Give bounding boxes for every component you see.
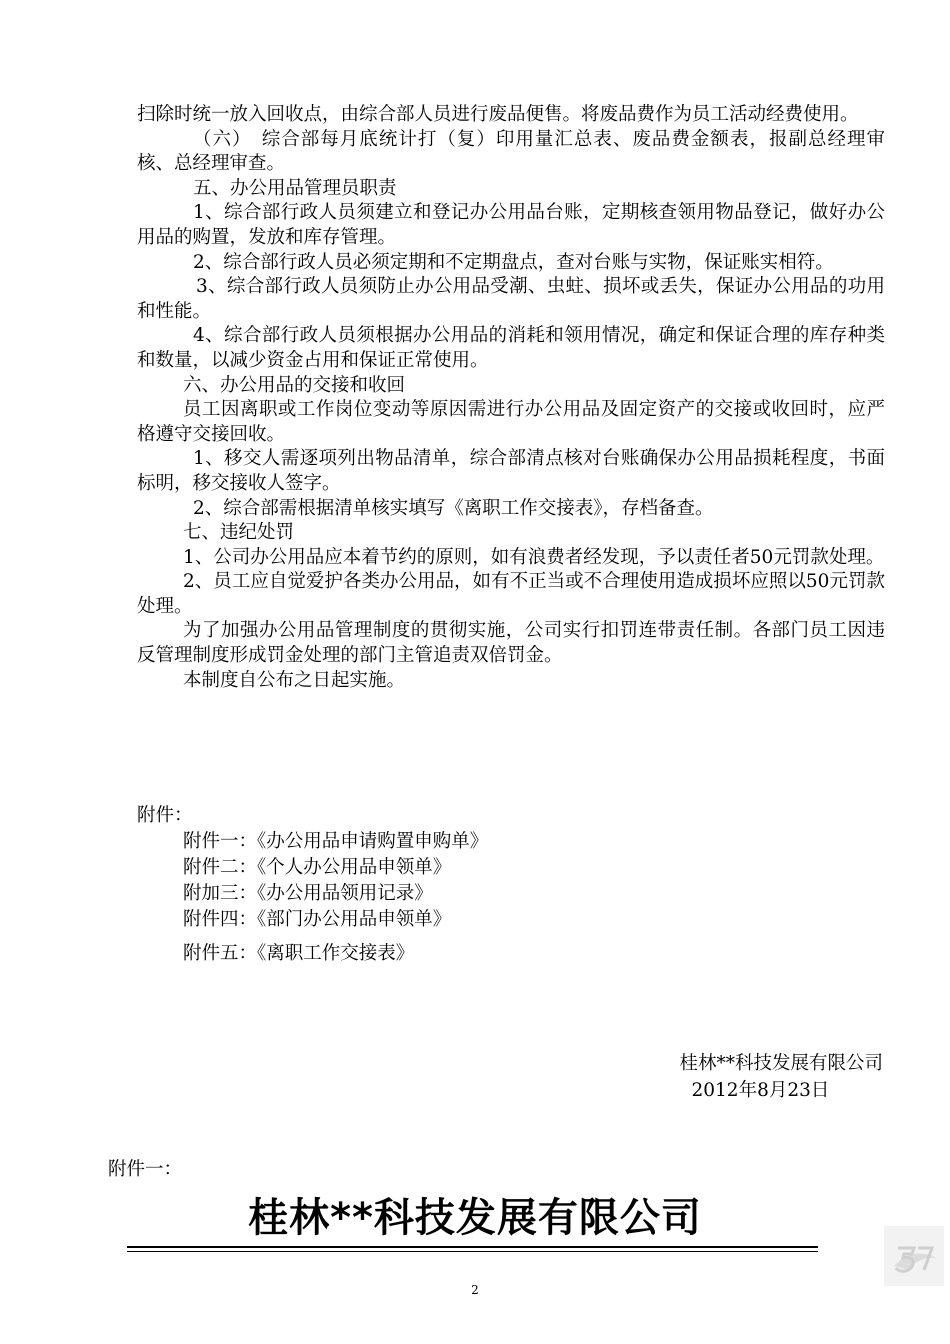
section-heading: 七、违纪处罚 — [183, 522, 295, 544]
company-title: 桂林**科技发展有限公司 — [248, 1195, 702, 1241]
attachment-item: 附加三：《办公用品领用记录》 — [183, 883, 433, 904]
paragraph: 3、综合部行政人员须防止办公用品受潮、虫蛀、损坏或丢失，保证办公用品的功用和性能。 — [137, 276, 885, 322]
signature-block — [679, 1050, 883, 1104]
body-text — [137, 103, 885, 693]
paragraph: （六） 综合部每月底统计打（复）印用量汇总表、废品费金额表，报副总经理审核、总经理审查。 — [137, 128, 885, 175]
title-rule-thin — [127, 1251, 818, 1252]
paragraph: 员工因离职或工作岗位变动等原因需进行办公用品及固定资产的交接或收回时，应严格遵守交接回收。 — [137, 399, 885, 445]
attachments-list — [137, 803, 488, 967]
paragraph: 2、综合部行政人员必须定期和不定期盘点，查对台账与实物，保证账实相符。 — [193, 251, 834, 273]
paragraph: 1、综合部行政人员须建立和登记办公用品台账，定期核查领用物品登记，做好办公用品的购置，发放和库存管理。 — [137, 202, 885, 248]
paragraph: 1、移交人需逐项列出物品清单，综合部清点核对台账确保办公用品损耗程度，书面标明，移交接收人签字。 — [137, 448, 885, 494]
attachment-item: 附件二：《个人办公用品申领单》 — [183, 857, 452, 878]
signature-date: 2012年8月23日 — [691, 1080, 830, 1101]
attachment-item: 附件一：《办公用品申请购置申购单》 — [183, 831, 489, 852]
section-heading: 五、办公用品管理员职责 — [193, 177, 397, 199]
paragraph: 2、综合部需根据清单核实填写《离职工作交接表》，存档备查。 — [193, 497, 714, 519]
attachment-item: 附件四：《部门办公用品申领单》 — [183, 909, 452, 930]
paragraph: 2、员工应自觉爱护各类办公用品，如有不正当或不合理使用造成损坏应照以50元罚款处理。 — [137, 571, 885, 617]
attachment-item: 附件五：《离职工作交接表》 — [183, 943, 415, 964]
paragraph: 本制度自公布之日起实施。 — [183, 669, 406, 691]
paragraph: 扫除时统一放入回收点，由综合部人员进行废品便售。将废品费作为员工活动经费使用。 — [137, 104, 859, 125]
signature-company: 桂林**科技发展有限公司 — [679, 1053, 883, 1074]
attachments-heading: 附件： — [137, 805, 193, 826]
paragraph: 4、综合部行政人员须根据办公用品的消耗和领用情况，确定和保证合理的库存种类和数量，以减少资金占用和保证正常使用。 — [137, 325, 885, 371]
paragraph: 为了加强办公用品管理制度的贯彻实施，公司实行扣罚连带责任制。各部门员工因违反管理制度形成罚金处理的部门主管追责双倍罚金。 — [137, 620, 885, 667]
title-rule-thick — [127, 1246, 818, 1248]
watermark-logo-icon — [884, 1226, 944, 1286]
attachment-label: 附件一： — [108, 1159, 183, 1180]
page-number: 2 — [471, 1283, 479, 1297]
section-heading: 六、办公用品的交接和收回 — [183, 374, 406, 396]
paragraph: 1、公司办公用品应本着节约的原则，如有浪费者经发现，予以责任者50元罚款处理。 — [183, 546, 885, 568]
